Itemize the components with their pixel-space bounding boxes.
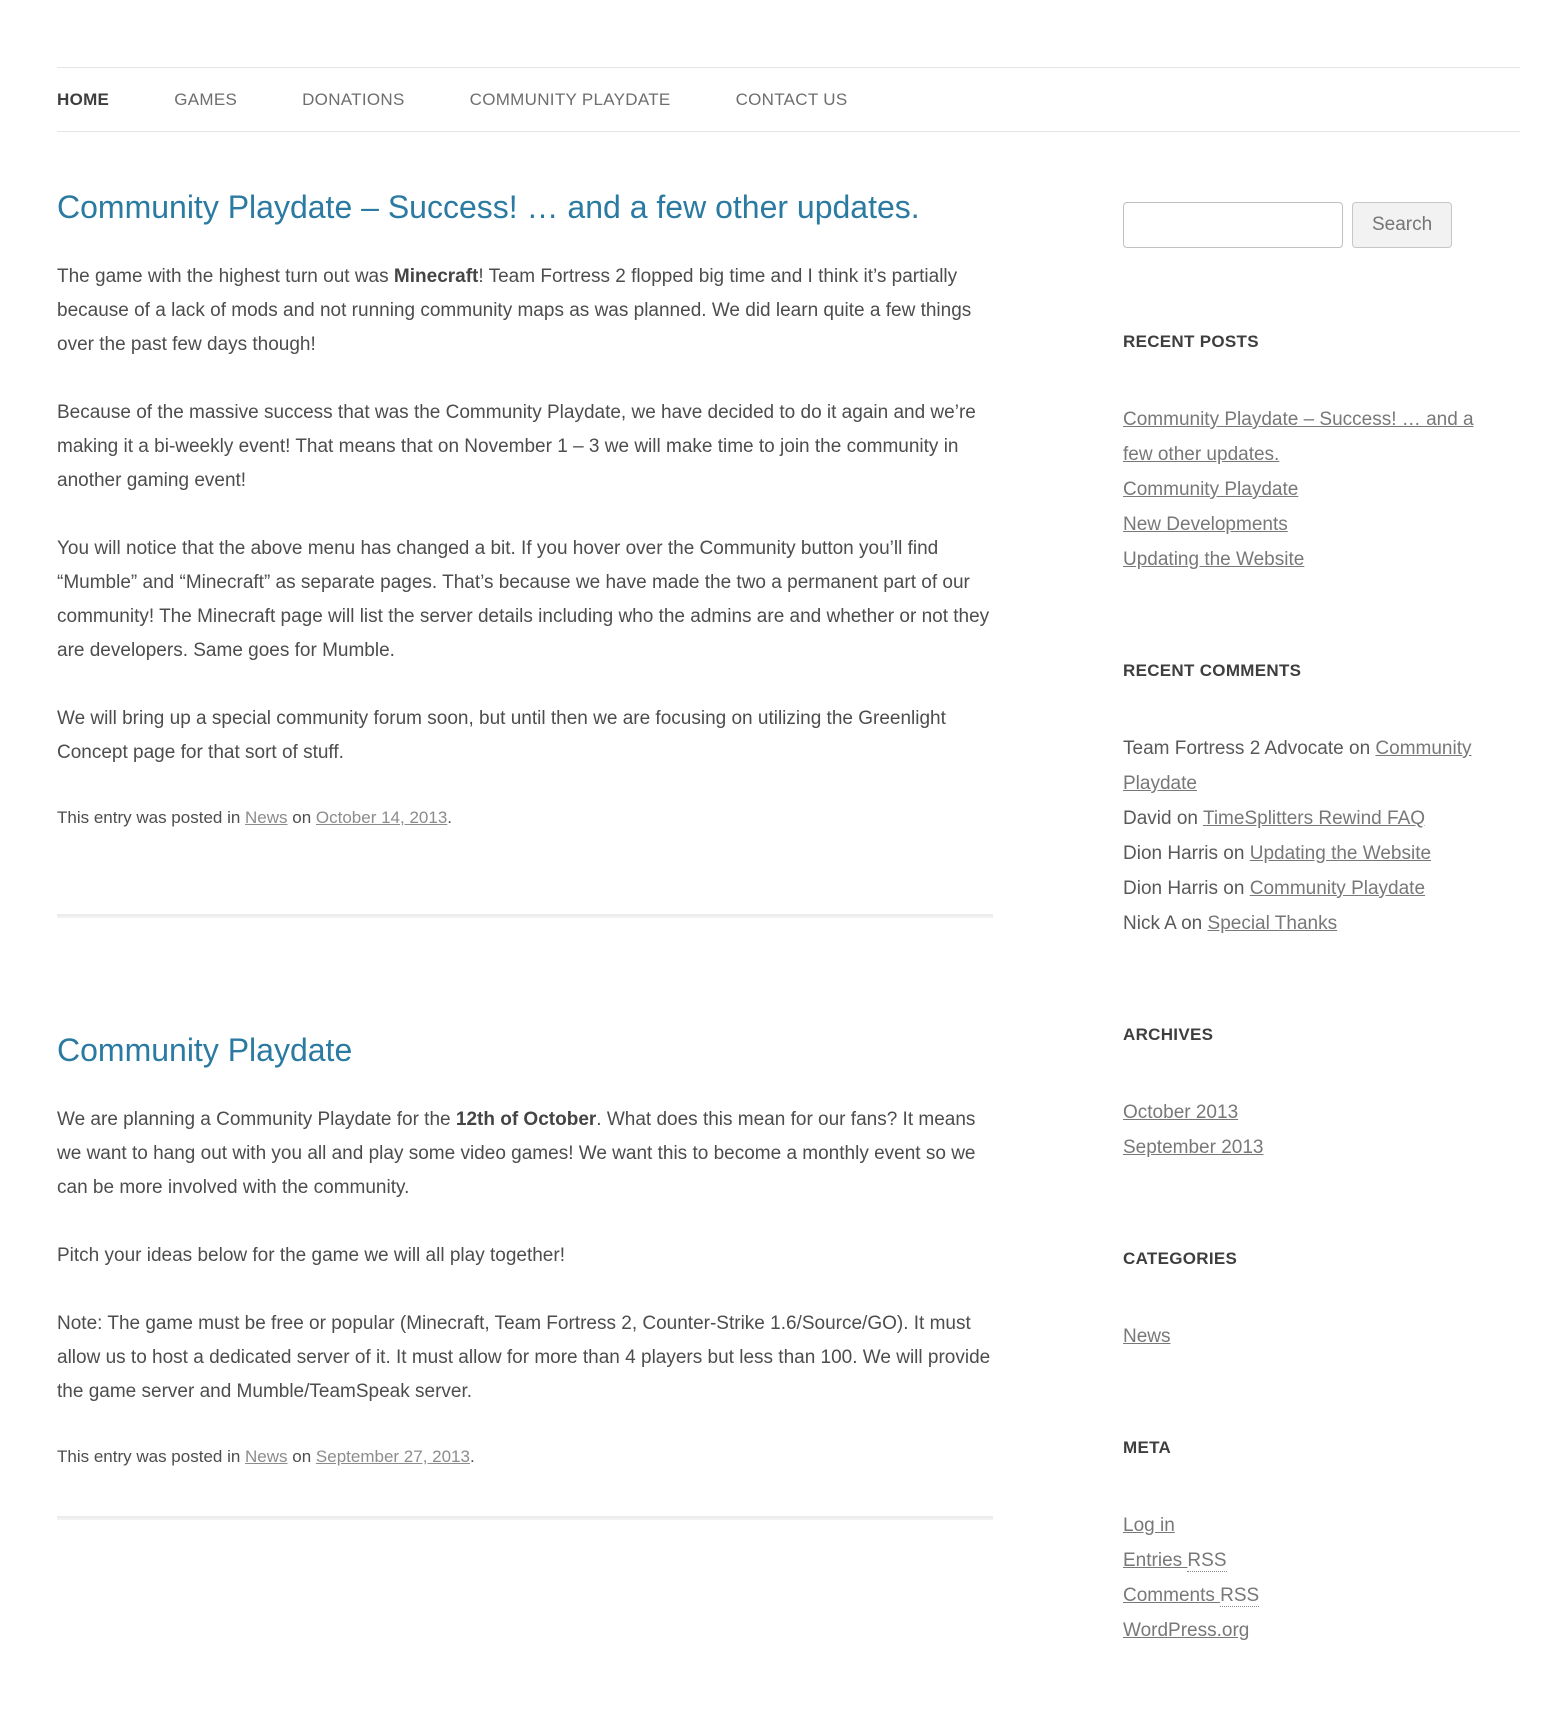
post-divider bbox=[57, 914, 993, 918]
meta-text: This entry was posted in bbox=[57, 808, 246, 827]
main-column bbox=[57, 132, 993, 1520]
comment-author: Dion Harris bbox=[1123, 878, 1219, 899]
nav-item-community-playdate[interactable]: COMMUNITY PLAYDATE bbox=[469, 89, 671, 109]
link-label: Log in bbox=[1123, 1515, 1175, 1536]
rss-abbr: RSS bbox=[1220, 1585, 1260, 1606]
recent-posts-widget bbox=[1123, 332, 1480, 577]
post-paragraph: Note: The game must be free or popular (Minecraft, Team Fortress 2, Counter-Strike 1.6/Source/GO). It must allow us to host a dedicated server of it. It must allow for more than 4 players but less than 100. We will provide the game server and Mumble/TeamSpeak server. bbox=[57, 1313, 991, 1402]
search-widget bbox=[1123, 202, 1480, 248]
meta-text: . bbox=[469, 1447, 475, 1466]
archive-link[interactable]: October 2013 bbox=[1123, 1102, 1239, 1123]
post-title-link[interactable]: Community Playdate – Success! … and a few other updates. bbox=[57, 189, 920, 225]
meta-text: on bbox=[287, 1447, 316, 1466]
meta-list bbox=[1123, 1508, 1480, 1648]
comment-author: Nick A bbox=[1123, 913, 1176, 934]
list-item bbox=[1123, 1130, 1480, 1165]
date-link[interactable]: September 27, 2013 bbox=[315, 1447, 470, 1466]
list-item bbox=[1123, 1508, 1480, 1543]
search-button[interactable]: Search bbox=[1352, 202, 1452, 248]
category-link[interactable]: News bbox=[245, 1447, 288, 1466]
post-title bbox=[57, 1030, 993, 1070]
post-article bbox=[57, 187, 993, 832]
site-wrapper bbox=[0, 67, 1551, 1708]
link-label: Comments bbox=[1123, 1585, 1221, 1606]
list-item bbox=[1123, 801, 1480, 836]
list-item bbox=[1123, 1543, 1480, 1578]
commented-post-link[interactable]: Updating the Website bbox=[1249, 843, 1432, 864]
commented-post-link[interactable]: TimeSplitters Rewind FAQ bbox=[1202, 808, 1426, 829]
list-item bbox=[1123, 1613, 1480, 1648]
post-paragraph: Because of the massive success that was the Community Playdate, we have decided to do it again and we’re making it a bi-weekly event! That means that on November 1 – 3 we will make time to join the community in another gaming event! bbox=[57, 402, 976, 491]
meta-text: . bbox=[447, 808, 453, 827]
content-area bbox=[57, 132, 1520, 1648]
recent-post-link[interactable]: Community Playdate – Success! … and a few other updates. bbox=[1123, 409, 1474, 465]
post-title-link[interactable]: Community Playdate bbox=[57, 1032, 353, 1068]
list-item bbox=[1123, 871, 1480, 906]
nav-item-contact-us[interactable]: CONTACT US bbox=[735, 89, 848, 109]
categories-list bbox=[1123, 1319, 1480, 1354]
list-item bbox=[1123, 1578, 1480, 1613]
post-divider bbox=[57, 1516, 993, 1520]
widget-title: RECENT POSTS bbox=[1123, 332, 1259, 351]
widget-title: ARCHIVES bbox=[1123, 1025, 1214, 1044]
archives-widget bbox=[1123, 1025, 1480, 1165]
link-label: WordPress.org bbox=[1123, 1620, 1250, 1641]
post-paragraph: We are planning a Community Playdate for the 12th of October. What does this mean for our fans? It means we want to hang out with you all and play some video games! We want this to become a monthly event so we can be more involved with the community. bbox=[57, 1109, 976, 1198]
post-paragraph: The game with the highest turn out was Minecraft! Team Fortress 2 flopped big time and I think it’s partially because of a lack of mods and not running community maps as was planned. We did learn quite a few things over the past few days though! bbox=[57, 266, 972, 355]
search-input[interactable] bbox=[1123, 202, 1343, 248]
commented-post-link[interactable]: Special Thanks bbox=[1207, 913, 1338, 934]
recent-comments-list bbox=[1123, 731, 1480, 941]
recent-post-link[interactable]: New Developments bbox=[1123, 514, 1288, 535]
post-title bbox=[57, 187, 993, 227]
list-item bbox=[1123, 731, 1480, 801]
archives-list bbox=[1123, 1095, 1480, 1165]
link-label: Entries bbox=[1123, 1550, 1188, 1571]
comment-separator: on bbox=[1218, 843, 1250, 864]
list-item bbox=[1123, 507, 1480, 542]
wordpress-org-link[interactable] bbox=[1123, 1620, 1249, 1641]
comment-author: Dion Harris bbox=[1123, 843, 1219, 864]
post-paragraph: Pitch your ideas below for the game we will all play together! bbox=[57, 1245, 565, 1266]
date-link[interactable]: October 14, 2013 bbox=[315, 808, 448, 827]
comment-separator: on bbox=[1175, 913, 1208, 934]
nav-item-games[interactable]: GAMES bbox=[174, 89, 238, 109]
commented-post-link[interactable]: Community Playdate bbox=[1249, 878, 1426, 899]
nav-item-home[interactable]: HOME bbox=[57, 89, 110, 109]
comment-separator: on bbox=[1218, 878, 1250, 899]
nav-item-donations[interactable]: DONATIONS bbox=[302, 89, 405, 109]
post-article bbox=[57, 1030, 993, 1471]
recent-posts-list bbox=[1123, 402, 1480, 577]
meta-text: This entry was posted in bbox=[57, 1447, 246, 1466]
post-paragraph: You will notice that the above menu has changed a bit. If you hover over the Community button you’ll find “Mumble” and “Minecraft” as separate pages. That’s because we have made the two a permanent part of our community! The Minecraft page will list the server details including who the admins are and whether or not they are developers. Same goes for Mumble. bbox=[57, 538, 990, 661]
meta-widget bbox=[1123, 1438, 1480, 1648]
recent-post-link[interactable]: Updating the Website bbox=[1123, 549, 1305, 570]
recent-post-link[interactable]: Community Playdate bbox=[1123, 479, 1299, 500]
list-item bbox=[1123, 542, 1480, 577]
commented-post-link[interactable]: Community Playdate bbox=[1123, 738, 1472, 794]
comments-rss-link[interactable] bbox=[1123, 1585, 1259, 1607]
list-item bbox=[1123, 836, 1480, 871]
widget-title: META bbox=[1123, 1438, 1172, 1457]
list-item bbox=[1123, 402, 1480, 472]
list-item bbox=[1123, 472, 1480, 507]
main-navigation bbox=[57, 67, 1520, 132]
search-form bbox=[1123, 202, 1480, 248]
list-item bbox=[1123, 906, 1480, 941]
comment-separator: on bbox=[1171, 808, 1203, 829]
comment-separator: on bbox=[1343, 738, 1376, 759]
post-meta bbox=[57, 804, 993, 832]
post-paragraph: We will bring up a special community forum soon, but until then we are focusing on utilizing the Greenlight Concept page for that sort of stuff. bbox=[57, 708, 946, 763]
log-in-link[interactable] bbox=[1123, 1515, 1175, 1536]
archive-link[interactable]: September 2013 bbox=[1123, 1137, 1264, 1158]
widget-title: CATEGORIES bbox=[1123, 1249, 1238, 1268]
categories-widget bbox=[1123, 1249, 1480, 1354]
category-link[interactable]: News bbox=[1123, 1326, 1171, 1347]
entries-rss-link[interactable] bbox=[1123, 1550, 1227, 1572]
comment-author: David bbox=[1123, 808, 1172, 829]
sidebar bbox=[1123, 132, 1480, 1648]
list-item bbox=[1123, 1319, 1480, 1354]
rss-abbr: RSS bbox=[1187, 1550, 1227, 1571]
widget-title: RECENT COMMENTS bbox=[1123, 661, 1302, 680]
post-meta bbox=[57, 1443, 993, 1471]
recent-comments-widget bbox=[1123, 661, 1480, 941]
list-item bbox=[1123, 1095, 1480, 1130]
comment-author: Team Fortress 2 Advocate bbox=[1123, 738, 1344, 759]
category-link[interactable]: News bbox=[245, 808, 288, 827]
meta-text: on bbox=[287, 808, 316, 827]
